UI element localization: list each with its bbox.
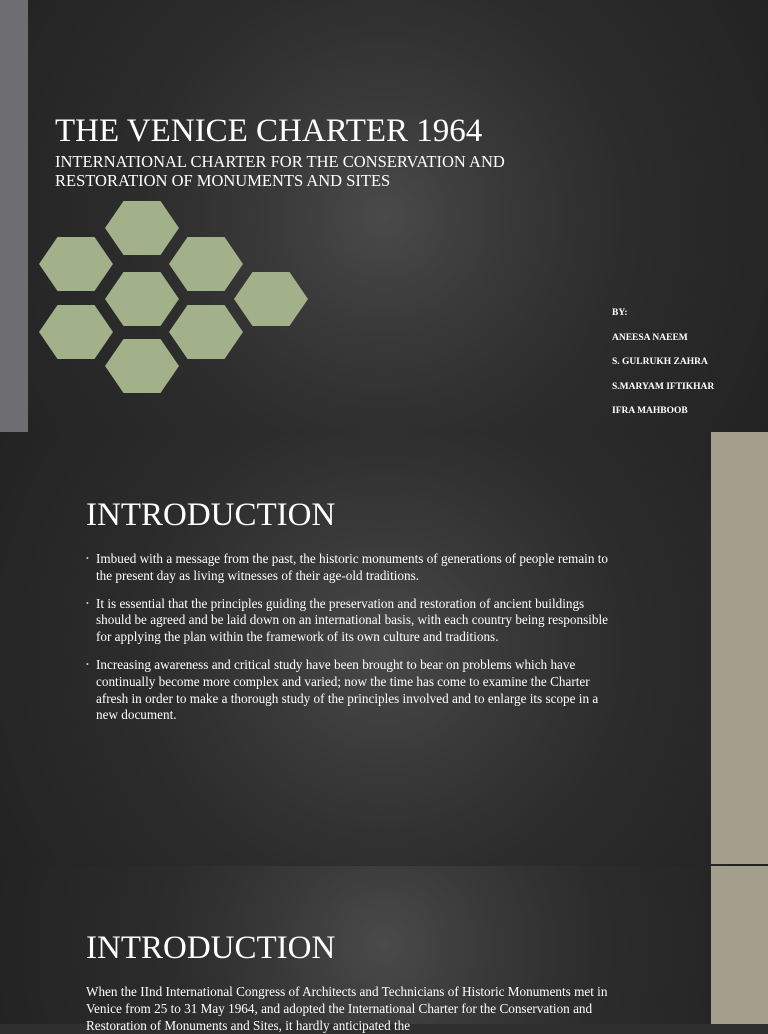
author-list [612,308,714,431]
hexagon-shape [169,305,243,359]
bullet-dot-icon: • [86,598,89,608]
right-accent-bar [711,432,768,864]
slide-title: THE VENICE CHARTER 1964 [55,113,483,149]
author-3: S.MARYAM IFTIKHAR [612,381,715,392]
slide-heading: INTRODUCTION [86,930,336,966]
bullet-text: Increasing awareness and critical study have been brought to bear on problems which have continually become more complex and varied; now the time has come to examine the Charter afresh in order to make a thorough study of the principles involved and to enlarge its scope in a new document. [96,656,599,723]
bullet-item [86,657,616,724]
author-2: S. GULRUKH ZAHRA [612,357,708,367]
hexagon-shape [39,305,113,359]
hexagon-shape [39,237,113,291]
hexagon-shape [234,272,308,326]
introduction-slide [0,432,768,866]
introduction-slide-2 [0,866,768,1033]
hexagon-shape [105,201,179,255]
bullet-item [86,596,616,646]
by-label: BY: [612,308,628,318]
intro-paragraph: When the IInd International Congress of Architects and Technicians of Historic Monuments met in Venice from 25 to 31 May 1964, and adopted the International Charter for the Conservation and Restoration of Monuments and Sites, it hardly anticipated the [86,984,608,1033]
right-accent-bar [711,866,768,1024]
bullet-text: Imbued with a message from the past, the historic monuments of generations of people remain to the present day as living witnesses of their age-old traditions. [96,551,608,583]
slide-subtitle: INTERNATIONAL CHARTER FOR THE CONSERVATION AND RESTORATION OF MONUMENTS AND SITES [55,152,505,190]
title-slide [0,0,768,432]
left-accent-bar [0,0,28,432]
bullet-dot-icon: • [86,659,89,669]
bullet-dot-icon: • [86,554,89,563]
author-1: ANEESA NAEEM [612,332,688,343]
hexagon-shape [105,272,179,326]
hexagon-decoration [36,198,316,398]
bullet-item [86,551,616,585]
hexagon-shape [105,339,179,393]
author-4: IFRA MAHBOOB [612,406,688,416]
slide-heading: INTRODUCTION [86,497,336,533]
bullet-list [86,551,616,735]
hexagon-shape [169,237,243,291]
bullet-text: It is essential that the principles guiding the preservation and restoration of ancient buildings should be agreed and be laid down on an international basis, with each country being responsible for applying the plan within the framework of its own culture and traditions. [96,595,608,645]
